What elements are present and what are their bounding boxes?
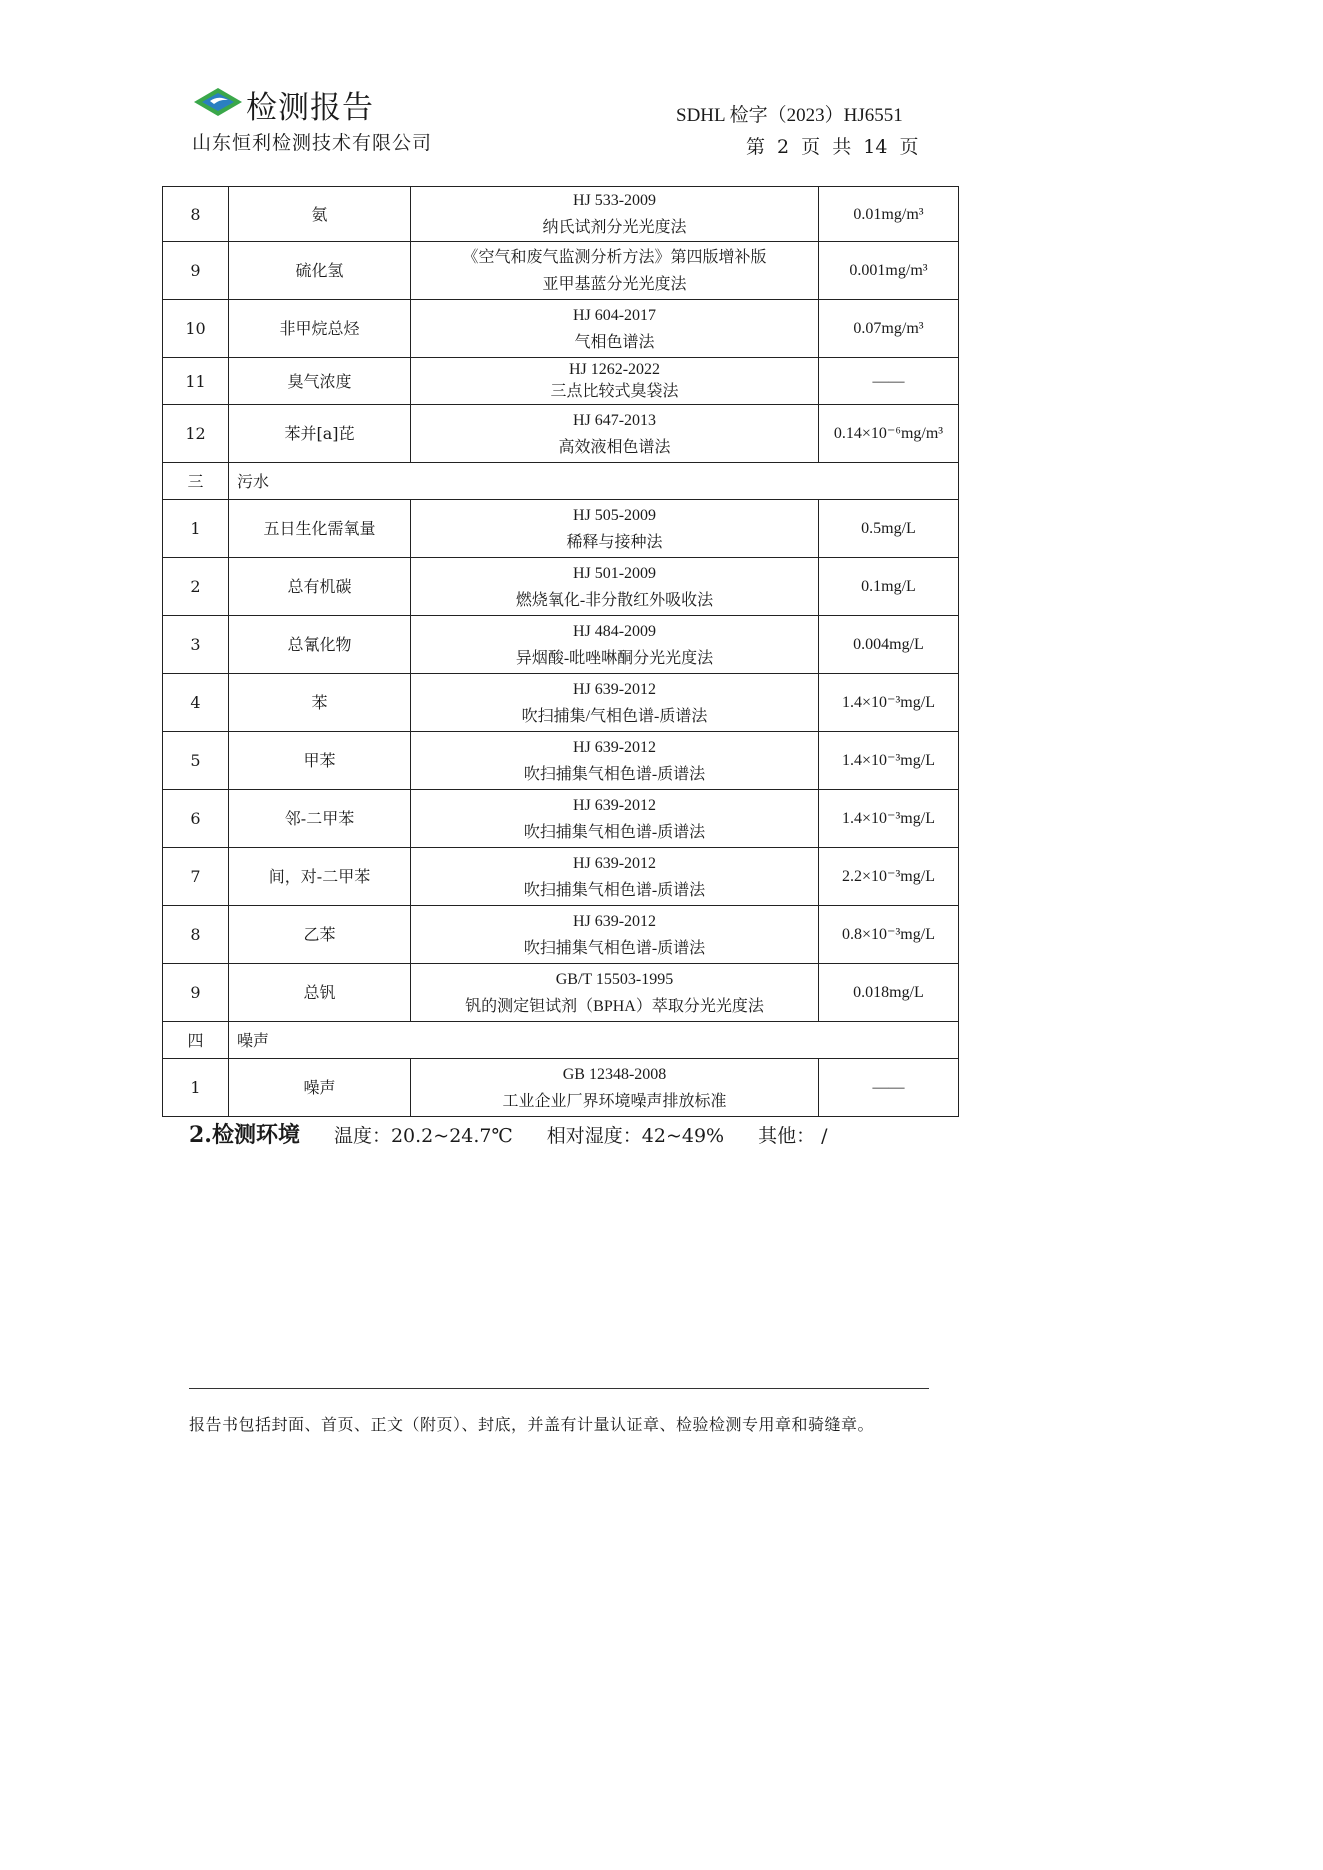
- table-row: [163, 906, 959, 964]
- method-standard: HJ 604-2017: [572, 306, 657, 324]
- row-number: 7: [163, 848, 229, 906]
- method-name: 纳氏试剂分光光度法: [542, 219, 687, 236]
- detection-limit: 0.004mg/L: [819, 616, 959, 674]
- row-number: 8: [163, 906, 229, 964]
- table-row: [163, 358, 959, 405]
- detection-limit: ——: [819, 1059, 959, 1117]
- method-name: 稀释与接种法: [566, 533, 663, 551]
- test-item: 氨: [229, 187, 411, 242]
- row-number: 5: [163, 732, 229, 790]
- method-standard: HJ 639-2012: [572, 796, 657, 814]
- row-number: 11: [163, 358, 229, 405]
- table-row: [163, 790, 959, 848]
- section-number: 四: [163, 1022, 229, 1059]
- table-row: [163, 187, 959, 242]
- table-row: [163, 405, 959, 463]
- method-cell: [411, 674, 819, 732]
- table-row: [163, 674, 959, 732]
- method-name: 三点比较式臭袋法: [550, 383, 679, 400]
- method-standard: GB/T 15503-1995: [555, 970, 674, 988]
- method-cell: [411, 242, 819, 300]
- row-number: 8: [163, 187, 229, 242]
- method-name: 工业企业厂界环境噪声排放标准: [502, 1092, 727, 1110]
- table-row: [163, 558, 959, 616]
- method-name: 钒的测定钽试剂（BPHA）萃取分光光度法: [465, 997, 764, 1015]
- company-logo-icon: [192, 84, 244, 118]
- test-item: 非甲烷总烃: [229, 300, 411, 358]
- detection-methods-table: [162, 186, 959, 1117]
- method-name: 吹扫捕集气相色谱-质谱法: [523, 939, 706, 957]
- test-item: 总有机碳: [229, 558, 411, 616]
- detection-limit: 0.8×10⁻³mg/L: [819, 906, 959, 964]
- detection-limit: 1.4×10⁻³mg/L: [819, 732, 959, 790]
- method-cell: [411, 1059, 819, 1117]
- detection-limit: 0.5mg/L: [819, 500, 959, 558]
- method-name: 吹扫捕集/气相色谱-质谱法: [521, 707, 708, 725]
- detection-limit: 0.01mg/m³: [819, 187, 959, 242]
- detection-limit: 0.07mg/m³: [819, 300, 959, 358]
- section-title: 噪声: [229, 1022, 959, 1059]
- method-standard: HJ 501-2009: [572, 564, 657, 582]
- environment-title: 2.检测环境: [189, 1122, 300, 1148]
- method-name: 吹扫捕集气相色谱-质谱法: [523, 881, 706, 899]
- humidity-text: 相对湿度：42~49%: [546, 1125, 725, 1147]
- test-item: 苯: [229, 674, 411, 732]
- test-item: 臭气浓度: [229, 358, 411, 405]
- method-name: 高效液相色谱法: [558, 438, 671, 456]
- table-row: [163, 732, 959, 790]
- section-header-row: [163, 463, 959, 500]
- method-cell: [411, 405, 819, 463]
- test-item: 五日生化需氧量: [229, 500, 411, 558]
- detection-limit: ——: [819, 358, 959, 405]
- method-cell: [411, 616, 819, 674]
- method-cell: [411, 964, 819, 1022]
- table-row: [163, 848, 959, 906]
- test-item: 间，对-二甲苯: [229, 848, 411, 906]
- section-title: 污水: [229, 463, 959, 500]
- detection-limit: 1.4×10⁻³mg/L: [819, 674, 959, 732]
- method-standard: HJ 639-2012: [572, 854, 657, 872]
- row-number: 9: [163, 964, 229, 1022]
- other-text: 其他： /: [758, 1125, 828, 1147]
- detection-limit: 2.2×10⁻³mg/L: [819, 848, 959, 906]
- row-number: 2: [163, 558, 229, 616]
- table-row: [163, 616, 959, 674]
- row-number: 6: [163, 790, 229, 848]
- detection-limit: 0.1mg/L: [819, 558, 959, 616]
- row-number: 12: [163, 405, 229, 463]
- method-cell: [411, 300, 819, 358]
- test-item: 甲苯: [229, 732, 411, 790]
- method-cell: [411, 187, 819, 242]
- method-cell: [411, 558, 819, 616]
- table-row: [163, 1059, 959, 1117]
- method-standard: HJ 647-2013: [572, 411, 657, 429]
- table-row: [163, 964, 959, 1022]
- test-item: 乙苯: [229, 906, 411, 964]
- method-name: 吹扫捕集气相色谱-质谱法: [523, 823, 706, 841]
- method-cell: [411, 358, 819, 405]
- detection-limit: 0.018mg/L: [819, 964, 959, 1022]
- table-row: [163, 300, 959, 358]
- detection-limit: 0.14×10⁻⁶mg/m³: [819, 405, 959, 463]
- test-item: 总钒: [229, 964, 411, 1022]
- method-name: 亚甲基蓝分光光度法: [542, 275, 687, 293]
- test-item: 硫化氢: [229, 242, 411, 300]
- row-number: 1: [163, 500, 229, 558]
- method-standard: HJ 639-2012: [572, 680, 657, 698]
- method-name: 燃烧氧化-非分散红外吸收法: [515, 591, 714, 609]
- method-name: 气相色谱法: [574, 333, 655, 351]
- test-item: 噪声: [229, 1059, 411, 1117]
- method-name: 吹扫捕集气相色谱-质谱法: [523, 765, 706, 783]
- method-standard: HJ 505-2009: [572, 506, 657, 524]
- detection-limit: 0.001mg/m³: [819, 242, 959, 300]
- method-cell: [411, 848, 819, 906]
- footer-note: 报告书包括封面、首页、正文（附页）、封底，并盖有计量认证章、检验检测专用章和骑缝章。: [189, 1415, 875, 1434]
- method-standard: HJ 639-2012: [572, 912, 657, 930]
- row-number: 1: [163, 1059, 229, 1117]
- test-item: 邻-二甲苯: [229, 790, 411, 848]
- test-item: 总氰化物: [229, 616, 411, 674]
- method-cell: [411, 500, 819, 558]
- row-number: 10: [163, 300, 229, 358]
- detection-limit: 1.4×10⁻³mg/L: [819, 790, 959, 848]
- method-standard: GB 12348-2008: [562, 1065, 667, 1083]
- company-name: 山东恒利检测技术有限公司: [192, 132, 433, 154]
- detection-environment: [189, 1118, 828, 1149]
- table-row: [163, 500, 959, 558]
- footer-divider: [189, 1388, 929, 1389]
- method-standard: HJ 484-2009: [572, 622, 657, 640]
- method-standard: HJ 639-2012: [572, 738, 657, 756]
- method-cell: [411, 906, 819, 964]
- row-number: 9: [163, 242, 229, 300]
- temperature-text: 温度：20.2~24.7℃: [333, 1125, 513, 1147]
- section-header-row: [163, 1022, 959, 1059]
- document-type-title: 检测报告: [246, 90, 374, 126]
- method-standard: HJ 533-2009: [572, 192, 657, 209]
- table-row: [163, 242, 959, 300]
- section-number: 三: [163, 463, 229, 500]
- method-standard: 《空气和废气监测分析方法》第四版增补版: [462, 248, 767, 266]
- page-number: 第 2 页 共 14 页: [746, 136, 919, 158]
- method-cell: [411, 732, 819, 790]
- row-number: 3: [163, 616, 229, 674]
- report-number: SDHL 检字（2023）HJ6551: [676, 105, 903, 126]
- row-number: 4: [163, 674, 229, 732]
- method-cell: [411, 790, 819, 848]
- method-standard: HJ 1262-2022: [568, 361, 661, 378]
- test-item: 苯并[a]芘: [229, 405, 411, 463]
- method-name: 异烟酸-吡唑啉酮分光光度法: [515, 649, 714, 667]
